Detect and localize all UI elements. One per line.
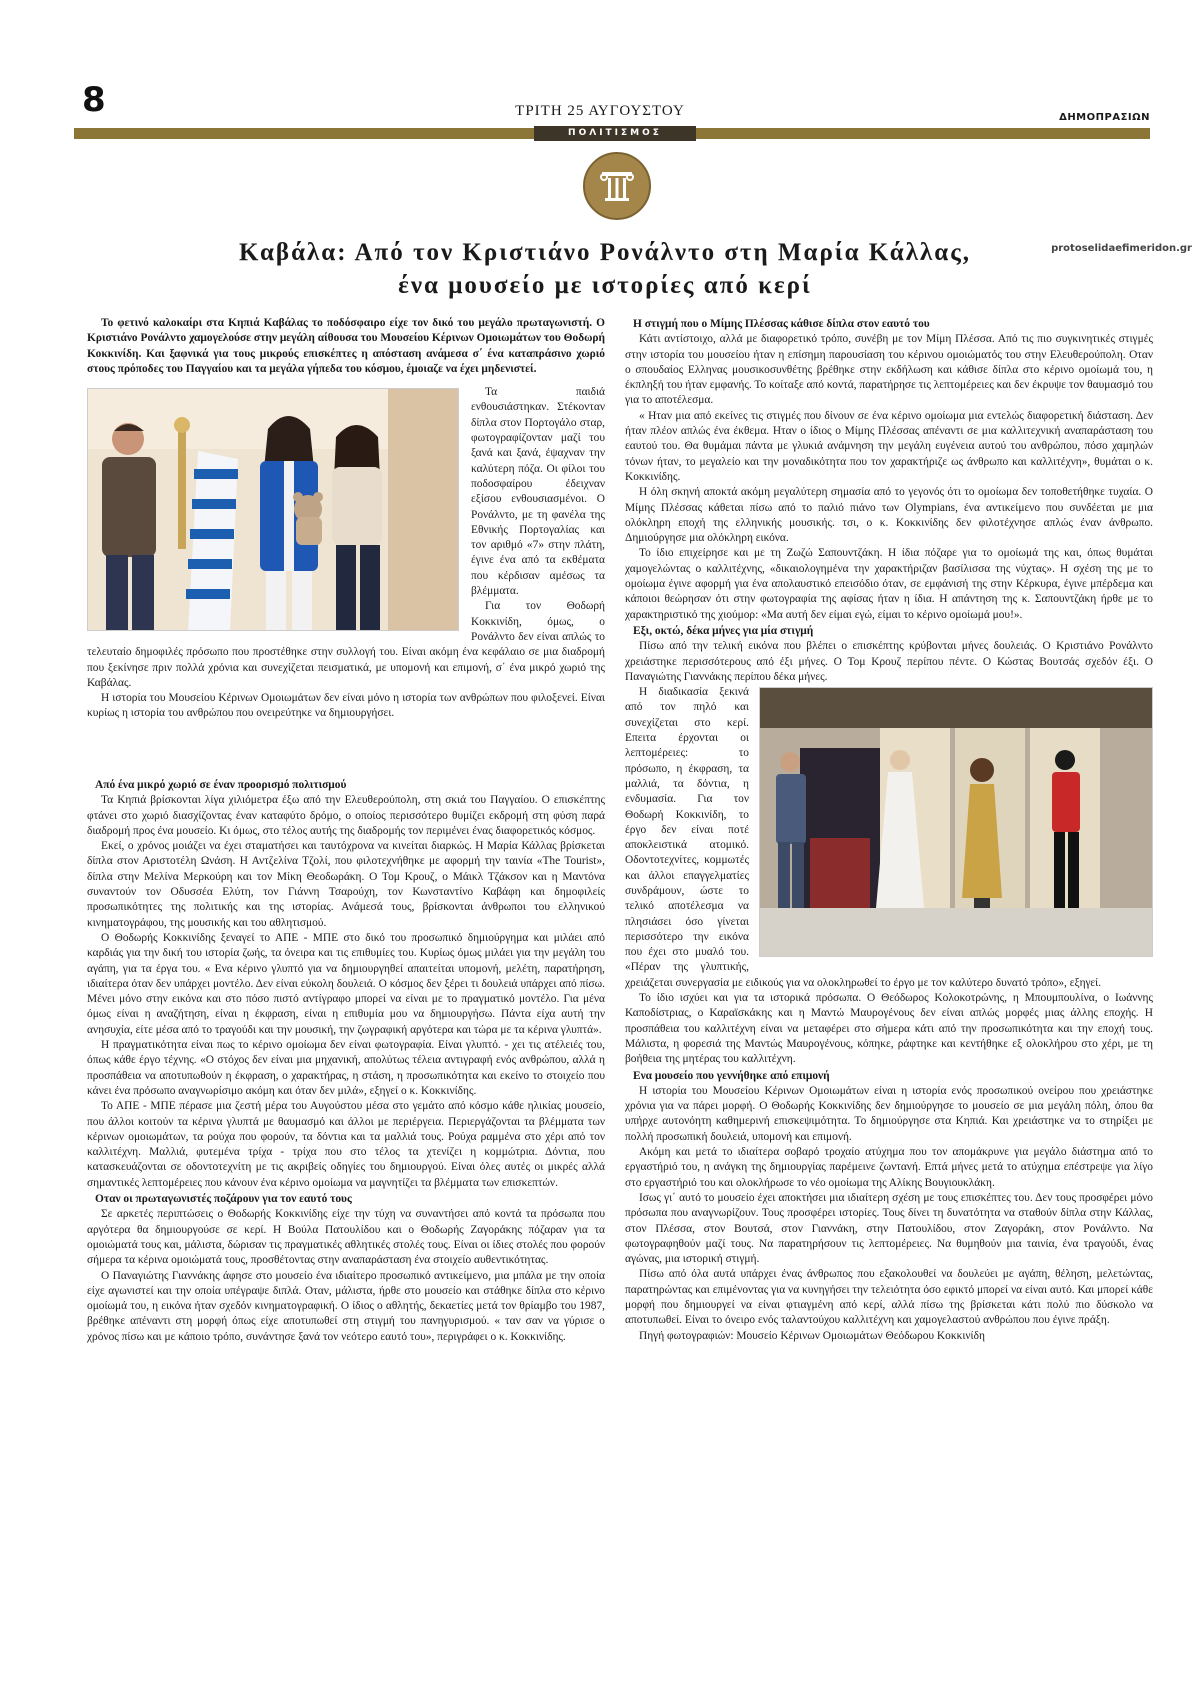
body-paragraph: Τα Κηπιά βρίσκονται λίγα χιλιόμετρα έξω από την Ελευθερούπολη, στη σκιά του Παγγαίου. Ο επισκέπτης φτάνει στο χωριό διασχίζοντας έναν καταφύτο δρόμο, ο οποίος περισσότερο θυμίζει εκδρομή στη φύση παρά διαδρομή προς ένα μουσείο. Κι όμως, στο τέλος αυτής της διαδρομής τον περιμένει ένας διαφορετικός κόσμος.: [87, 794, 605, 837]
body-paragraph: Η όλη σκηνή αποκτά ακόμη μεγαλύτερη σημασία από το γεγονός ότι το ομοίωμα δεν τοποθετήθηκε τυχαία. Ο Μίμης Πλέσσας κάθεται πίσω από το παλιό πιάνο των Olympians, ένα αντικείμενο που συνδέεται με μια ολόκληρη εποχή της ελληνικής μουσικής. τσι, ο κ. Κοκκινίδης δεν φιλοτέχνησε απλώς έναν άνθρωπο. Δημιούργησε μια ολόκληρη εικόνα.: [625, 486, 1153, 545]
body-paragraph: Το ίδιο επιχείρησε και με τη Ζωζώ Σαπουντζάκη. Η ίδια πόζαρε για το ομοίωμά της και, όπως θυμάται χαμογελώντας ο καλλιτέχνης, «δικαιολογημένα την χαρακτήριζαν βασίλισσα της νύχτας». Η σχέση της με το ομοίωμα έγινε αφορμή για ένα απολαυστικό επεισόδιο όταν, σε εμφάνισή της στην Κέρκυρα, έγινε μπέρδεμα και κάποιοι θεώρησαν ότι στην φωτογραφία της αφίσας ήταν η ίδια. Η απάντηση της κ. Σαπουντζάκη ήρθε με το χαρακτηριστικό της χιούμορ: «Μα αυτή δεν είμαι εγώ, είμαι το κέρινο ομοίωμά μου!».: [625, 547, 1153, 621]
lead-paragraph: Το φετινό καλοκαίρι στα Κηπιά Καβάλας το ποδόσφαιρο είχε τον δικό του μεγάλο πρωταγωνιστή. Ο Κριστιάνο Ρονάλντο χαμογελούσε στην μεγάλη αίθουσα του Μουσείου Κέρινων Ομοιωμάτων του Θοδωρή Κοκκινίδη. Και ξαφνικά για τους μικρούς επισκέπτες η απόσταση ανάμεσα σ΄ ένα καταπράσινο χωριό στους πρόποδες του Παγγαίου και τα μεγάλα γήπεδα του κόσμου, έμοιαζε να έχει μηδενιστεί.: [87, 317, 605, 375]
body-paragraph: Ο Θοδωρής Κοκκινίδης ξεναγεί το ΑΠΕ - ΜΠΕ στο δικό του προσωπικό δημιούργημα και μιλάει από καρδιάς για την δική του ιστορία ζωής, τα όνειρα και τις επιθυμίες του. Κυρίως όμως μιλάει για την μεγάλη του αγάπη, για τα έργα του. « Ενα κέρινο γλυπτό για να δημιουργηθεί απαιτείται υπομονή, μελέτη, παρατήρηση, ιδιαίτερα όταν δεν υπάρχει μοντέλο. Δεν είναι εύκολη δουλειά. Ο κόσμος δεν ξέρει τι δουλειά υπάρχει από πίσω. Μένει μόνο στην εικόνα και στο πόσο πιστό αντίγραφο μπορεί να είναι με το πραγματικό μοντέλο. Για μένα όμως είναι η αναζήτηση, είναι η έκφραση, είναι η επιθυμία μου να δημιουργήσω. Πάντα είχα αυτή την ανησυχία, είτε μέσα από το τραγούδι και την μουσική, την ζωγραφική αργότερα και τώρα με τα κέρινα γλυπτά».: [87, 931, 605, 1036]
site-credit: protoselidaefimeridon.gr: [1051, 243, 1192, 254]
column-emblem-icon: [583, 152, 651, 220]
section-label: ΠΟΛΙΤΙΣΜΟΣ: [534, 126, 696, 141]
body-paragraph: Κάτι αντίστοιχο, αλλά με διαφορετικό τρόπο, συνέβη με τον Μίμη Πλέσσα. Από τις πιο συγκινητικές στιγμές στην ιστορία του μουσείου ήταν η επίσημη παρουσίαση του κέρινου ομοιώματός του στην Ελευθερούπολη. Οταν ο σπουδαίος Ελληνας μουσικοσυνθέτης βρέθηκε στην εκδήλωση και κάθισε δίπλα στο κέρινο ομοίωμά του, η έκπληξή του ήταν εμφανής. Το κοίταξε από κοντά, παρατήρησε τις λεπτομέρειες και δεν έκρυψε τον θαυμασμό του για το αποτέλεσμα.: [625, 333, 1153, 407]
body-paragraph: Πίσω από όλα αυτά υπάρχει ένας άνθρωπος που εξακολουθεί να δουλεύει με αγάπη, θέληση, μελετώντας, παρατηρώντας και επιμένοντας για να κυνηγήσει την τελειότητα όσο εφικτό μπορεί να είναι αυτό. Και μπορεί κάθε μορφή που δημιουργεί να είναι φτιαγμένη από κερί, αλλά πίσω της βρίσκεται κάτι πολύ πιο δύσκολο να αποτυπωθεί. Είναι το όνειρο ενός ταλαντούχου καλλιτέχνη και χαμογελαστού ανθρώπου που έγινε πράξη.: [625, 1268, 1153, 1327]
body-paragraph: Σε αρκετές περιπτώσεις ο Θοδωρής Κοκκινίδης είχε την τύχη να συναντήσει από κοντά τα πρόσωπα που αργότερα θα δημιουργούσε σε κερί. Η Βούλα Πατουλίδου και ο Θοδωρής Ζαγοράκης πόζαραν για τα ομοιώματά τους και, μάλιστα, δώρισαν τις πραγματικές αθλητικές στολές τους. Είναι οι ίδιες στολές που φορούν σήμερα τα κέρινα ομοιώματά τους, προσθέτοντας στην αναπαράσταση ένα στοιχείο αυθεντικότητας.: [87, 1208, 605, 1267]
body-paragraph: Το ΑΠΕ - ΜΠΕ πέρασε μια ζεστή μέρα του Αυγούστου μέσα στο γεμάτο από κόσμο κάθε ηλικίας μουσείο, που άλλοι κοιτούν τα κέρινα γλυπτά με θαυμασμό και άλλοι με περιέργεια. Περιεργάζονται τα βλέμματα των κέρινων ομοιωμάτων, τα ρούχα που φορούν, τα δόντια και τα μαλλιά τους. Ρούχα ραμμένα στο χέρι από τον καλλιτέχνη. Μαλλιά, φυτεμένα τρίχα - τρίχα που στο τέλος τα χτενίζει η κομμώτρια. Δόντια, που κατασκευάζονται σε οδοντοτεχνίτη με τις ακριβείς οδηγίες του δημιουργού. Είναι όλες αυτές οι μικρές αλλά σημαντικές λεπτομέρειες που κάνουν ένα κέρινο ομοίωμα να μαγνητίζει τα βλέμματα των επισκεπτών.: [87, 1100, 605, 1189]
left-column: [87, 316, 605, 722]
left-paragraph: Τα παιδιά ενθουσιάστηκαν. Στέκονταν δίπλα στον Πορτογάλο σταρ, φωτογραφίζονταν μαζί του ξανά και ξανά, έψαχναν την καλύτερη πόζα. Οι φίλοι του ποδοσφαίρου έδειχναν εξίσου ενθουσιασμένοι. Ο Ρονάλντο, με τη φανέλα της Εθνικής Πορτογαλίας και τον αριθμό «7» στην πλάτη, έγινε ένα από τα εκθέματα που κέρδισαν αμέσως τα βλέμματα.: [471, 386, 605, 598]
body-paragraph: Η διαδικασία ξεκινά από τον πηλό και συνεχίζεται στο κερί. Επειτα έρχονται οι λεπτομέρειες: το πρόσωπο, η έκφραση, τα μαλλιά, τα δόντια, η ενδυμασία. Για τον Θοδωρή Κοκκινίδη, το έργο δεν είναι ποτέ αποκλειστικά ατομικό. Οδοντοτεχνίτες, κομμωτές και άλλοι επαγγελματίες συνδράμουν, ώστε το τελικό αποτέλεσμα να πλησιάσει όσο γίνεται περισσότερο την εικόνα που έχει στο μυαλό του. «Πέραν της γλυπτικής, χρειάζεται συνεργασία με ειδικούς για να ολοκληρωθεί το έργο με τον καλύτερο δυνατό τρόπο», εξηγεί.: [625, 686, 1102, 989]
photo-credit: Πηγή φωτογραφιών: Μουσείο Κέρινων Ομοιωμάτων Θεόδωρου Κοκκινίδη: [639, 1329, 985, 1342]
section-heading: Εξι, οκτώ, δέκα μήνες για μία στιγμή: [633, 624, 814, 637]
left-paragraph: Η ιστορία του Μουσείου Κέρινων Ομοιωμάτων δεν είναι μόνο η ιστορία των ανθρώπων που φιλοξενεί. Είναι κυρίως η ιστορία του ανθρώπου που ονειρεύτηκε να δημιουργήσει.: [87, 692, 605, 720]
headline-line-1: Καβάλα: Από τον Κριστιάνο Ρονάλντο στη Μαρία Κάλλας,: [238, 239, 972, 266]
section-heading: Οταν οι πρωταγωνιστές ποζάρουν για τον εαυτό τους: [95, 1193, 352, 1206]
body-paragraph: Ο Παναγιώτης Γιαννάκης άφησε στο μουσείο ένα ιδιαίτερο προσωπικό αντικείμενο, μια μπάλα με την οποία είχε αγωνιστεί και την οποία υπέγραψε διπλά. Οταν, μάλιστα, ήρθε στο μουσείο και στάθηκε δίπλα στο κέρινο ομοίωμά του, η εικόνα ήταν σχεδόν κινηματογραφική. Ο ίδιος ο αθλητής, δεκαετίες μετά τον θρίαμβο του 1987, βρέθηκε απέναντι στη μορφή όπως είχε αποτυπωθεί στη στιγμή του πανηγυρισμού. « ταν σαν να γύρισε ο χρόνος πίσω και με κάποιο τρόπο, συνάντησε ξανά τον νεότερο εαυτό του», περιγράφει ο κ. Κοκκινίδης.: [87, 1269, 605, 1343]
page-number: 8: [82, 80, 106, 120]
section-heading: Από ένα μικρό χωριό σε έναν προορισμό πολιτισμού: [95, 779, 347, 791]
body-paragraph: Εκεί, ο χρόνος μοιάζει να έχει σταματήσει και ταυτόχρονα να κινείται διαρκώς. Η Μαρία Κάλλας βρίσκεται δίπλα στον Αριστοτέλη Ωνάση. Η Αντζελίνα Τζολί, που φιλοτεχνήθηκε με αφορμή την ταινία «The Tourist», δίπλα στην Μελίνα Μερκούρη και τον Μίκη Θεοδωράκη. Ο Τομ Κρουζ, ο Μάικλ Τζάκσον και η Μαντόνα συναντούν τον Οδυσσέα Ελύτη, τον Γιάννη Τσαρούχη, τον Κωνσταντίνο Καβάφη και δημοφιλείς προσωπικότητες της πολιτικής και της ιστορίας. Ανάμεσά τους, βρίσκονται άνθρωποι του ελληνικού κινηματογράφου, της μουσικής και του αθλητισμού.: [87, 840, 605, 929]
left-column-sections: [87, 777, 605, 1345]
article-headline: [180, 236, 1030, 302]
body-paragraph: Ισως γι΄ αυτό το μουσείο έχει αποκτήσει μια ιδιαίτερη σχέση με τους επισκέπτες του. Δεν τους προσφέρει μόνο πρόσωπα που αναγνωρίζουν. Τους προσφέρει ιστορίες. Τους δίνει τη δυνατότητα να σταθούν δίπλα στην Κάλλας, στον Πλέσσα, στον Βουτσά, στον Γιαννάκη, στην Πατουλίδου, στον Ζαγοράκη, στον Ρονάλντο. Να φωτογραφηθούν μαζί τους. Να παρατηρήσουν τις λεπτομέρειες. Να θυμηθούν μια ταινία, ένα τραγούδι, ένας αγώνας, μια ιστορική στιγμή.: [625, 1191, 1153, 1266]
body-paragraph: Η ιστορία του Μουσείου Κέρινων Ομοιωμάτων είναι η ιστορία ενός προσωπικού ονείρου που χρειάστηκε χρόνια για να πάρει μορφή. Ο Θοδωρής Κοκκινίδης δεν δημιούργησε το μουσείο σε μια μεγάλη πόλη, όπου θα υπήρχε αυτονόητη καθημερινή επισκεψιμότητα. Το δημιούργησε στα Κηπιά. Και χρειάστηκε να το στηρίξει με πολλή προσωπική δουλειά, υπομονή και επιμονή.: [625, 1084, 1153, 1143]
left-paragraph: Για τον Θοδωρή Κοκκινίδη, όμως, ο Ρονάλντο δεν είναι απλώς το τελευταίο δημοφιλές πρόσωπο που προστέθηκε στην συλλογή του. Είναι ακόμη ένα κεφάλαιο σε μια διαδρομή που ξεκίνησε πριν πολλά χρόνια και συνεχίζεται πεισματικά, με υπομονή και επιμονή, σ΄ ένα μικρό χωριό της Καβάλας.: [87, 600, 605, 689]
wax-figures-photo: [759, 687, 1153, 957]
museum-visitors-photo: [87, 388, 459, 631]
section-heading: Η στιγμή που ο Μίμης Πλέσσας κάθισε δίπλα στον εαυτό του: [633, 318, 930, 330]
body-paragraph: Η πραγματικότητα είναι πως το κέρινο ομοίωμα δεν είναι φωτογραφία. Είναι γλυπτό. - χει τις ατέλειές του, όπως κάθε έργο τέχνης. «Ο στόχος δεν είναι μια μηχανική, απολύτως τέλεια αντιγραφή ενός ανθρώπου, αλλά η προσπάθεια να αποτυπωθούν η έκφραση, ο χαρακτήρας, η στάση, η προσωπικότητα και εκείνο το στοιχείο που κάνει ένα πρόσωπο αναγνωρίσιμο ακόμη και όταν δεν μιλά», εξηγεί ο κ. Κοκκινίδης.: [87, 1039, 605, 1097]
headline-line-2: ένα μουσείο με ιστορίες από κερί: [398, 272, 812, 299]
issue-date: ΤΡΙΤΗ 25 ΑΥΓΟΥΣΤΟΥ: [515, 103, 685, 119]
right-column: [625, 316, 1153, 1344]
section-heading: Ενα μουσείο που γεννήθηκε από επιμονή: [633, 1069, 830, 1082]
body-paragraph: Το ίδιο ισχύει και για τα ιστορικά πρόσωπα. Ο Θεόδωρος Κολοκοτρώνης, η Μπουμπουλίνα, ο Ιωάννης Καποδίστριας, ο Καραϊσκάκης και η Μαντώ Μαυρογένους δεν είναι απλώς μορφές μιας άλλης εποχής. Η προσπάθεια του καλλιτέχνη είναι να μεταφέρει στο σήμερα κάτι από την προσωπικότητα και την εποχή τους. Μάλιστα, η φορεσιά της Μαντώς Μαυρογένους, κόπηκε, ράφτηκε και κεντήθηκε εξ ολοκλήρου στο χέρι, με τη βοήθεια της μητέρας του καλλιτέχνη.: [625, 992, 1153, 1066]
body-paragraph: Πίσω από την τελική εικόνα που βλέπει ο επισκέπτης κρύβονται μήνες δουλειάς. Ο Κριστιάνο Ρονάλντο χρειάστηκε περισσότερους από έξι μήνες. Ο Τομ Κρουζ περίπου πέντε. Ο Κώστας Βουτσάς σχεδόν έξι. Ο Παναγιώτης Γιαννάκης περίπου δέκα μήνες.: [625, 640, 1153, 683]
body-paragraph: « Ηταν μια από εκείνες τις στιγμές που δίνουν σε ένα κέρινο ομοίωμα μια εντελώς διαφορετική διάσταση. Δεν ήταν πλέον απλώς ένα έκθεμα. Ηταν ο ίδιος ο Μίμης Πλέσσας απέναντι σε μια καλλιτεχνική αναπαράσταση του εαυτού του. Θα θυμάμαι πάντα με γλυκιά ανάμνηση την μεγάλη ευγένεια αυτού του ανθρώπου, πόσο χαμηλών τόνων ήταν, το μεγαλείο και την μοναδικότητα που τον χαρακτήριζε ως άνθρωπο και καλλιτέχνη», θυμάται ο κ. Κοκκινίδης.: [625, 409, 1153, 483]
newspaper-name: ΔΗΜΟΠΡΑΣΙΩΝ: [1059, 112, 1150, 123]
body-paragraph: Ακόμη και μετά το ιδιαίτερα σοβαρό τροχαίο ατύχημα που τον απομάκρυνε για μεγάλο διάστημα από το εργαστήριό του, η ανάγκη της δημιουργίας παρέμεινε ζωντανή. Επτά μήνες μετά το ατύχημα επέστρεψε για λίγο στο εργαστήριό του και ολοκλήρωσε το νέο ομοίωμα της Αλίκης Βουγιουκλάκη.: [625, 1146, 1153, 1189]
